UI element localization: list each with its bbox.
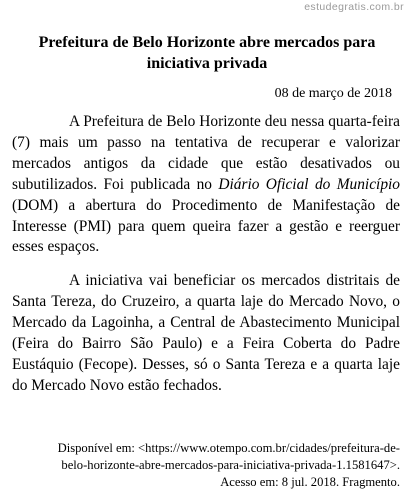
article-paragraph-2: A iniciativa vai beneficiar os mercados distritais de Santa Tereza, do Cruzeiro, a quarta laje do Mercado Novo, o Mercado da Lagoinha, a Central de Abastecimento Municipal (Feira do Bairro São Paulo) e a Feira Coberta do Padre Eustáquio (Fecope). Desses, só o Santa Tereza e a quarta laje do Mercado Novo estão fechados. xyxy=(12,272,400,394)
diario-oficial-italic: Diário Oficial do Município xyxy=(218,175,400,193)
paragraph-1-text-end: (DOM) a abertura do Procedimento de Manifestação de Interesse (PMI) para quem queira fazer a gestão e reerguer esses espaços. xyxy=(12,196,400,256)
source-line-2: belo-horizonte-abre-mercados-para-iniciativa-privada-1.1581647>. xyxy=(61,458,400,472)
source-line-3: Acesso em: 8 jul. 2018. Fragmento. xyxy=(220,475,400,489)
site-watermark: estudegratis.com.br xyxy=(304,1,404,13)
paragraph-1-text-start: A Prefeitura de Belo Horizonte deu nessa quarta-feira (7) mais um passo na tentativa de recuperar e valorizar mercados antigos da cidade que estão desativados ou subutilizados. Foi publicada no xyxy=(12,113,400,193)
article-date: 08 de março de 2018 xyxy=(274,86,392,101)
source-line-1: Disponível em: <https://www.otempo.com.br/cidades/prefeitura-de- xyxy=(57,441,400,455)
article-title: Prefeitura de Belo Horizonte abre mercados para iniciativa privada xyxy=(38,34,376,72)
source-citation xyxy=(12,440,400,491)
article-paragraph-1 xyxy=(12,112,400,258)
